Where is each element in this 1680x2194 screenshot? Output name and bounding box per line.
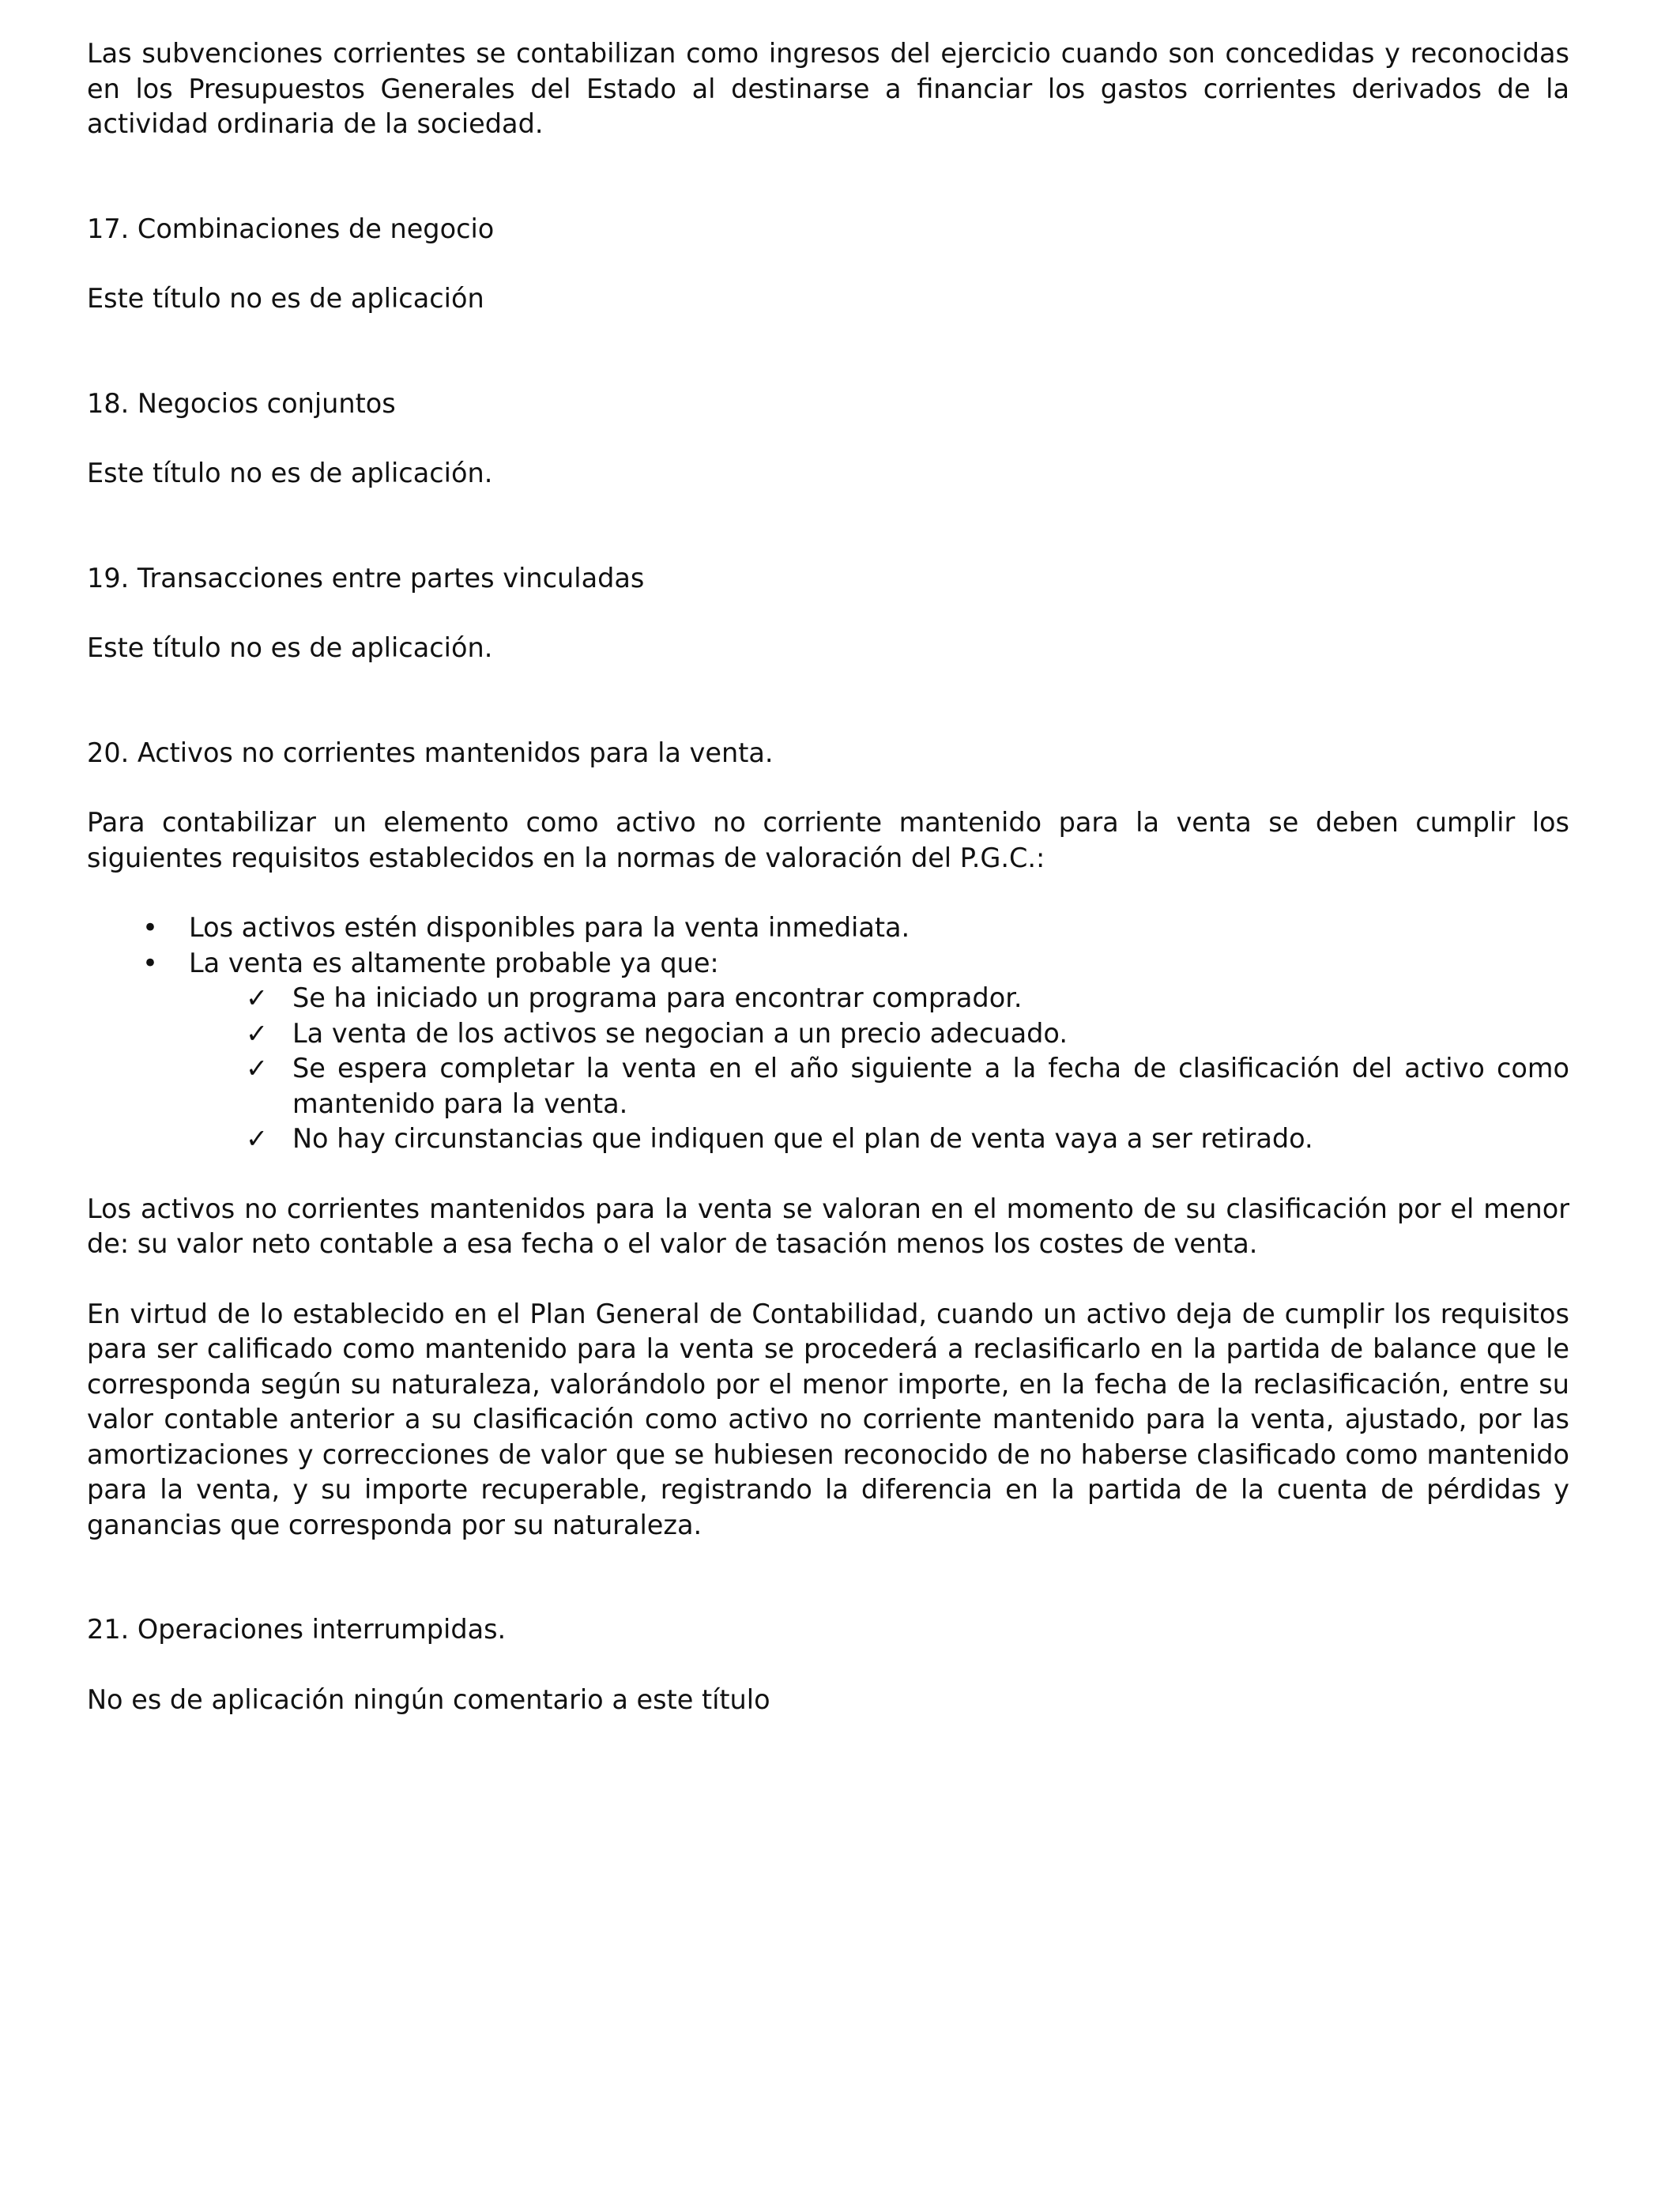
spacer: [87, 247, 1569, 281]
condition-text: Se espera completar la venta en el año siguiente a la fecha de clasificación del activo como mantenido para la venta.: [292, 1053, 1569, 1119]
spacer: [87, 876, 1569, 910]
section-18-heading: 18. Negocios conjuntos: [87, 387, 396, 419]
document-page: [87, 36, 1569, 1717]
intro-paragraph: Las subvenciones corrientes se contabilizan como ingresos del ejercicio cuando son concedidas y reconocidas en los Presupuestos Generales del Estado al destinarse a financiar los gastos corrientes derivados de la actividad ordinaria de la sociedad.: [87, 38, 1569, 139]
section-18-body: Este título no es de aplicación.: [87, 458, 493, 488]
condition-item: [87, 1016, 1569, 1052]
spacer: [87, 666, 1569, 736]
section-20-heading: 20. Activos no corrientes mantenidos para la venta.: [87, 737, 774, 768]
condition-item: [87, 1051, 1569, 1122]
checkmark-icon: ✓: [245, 1053, 269, 1084]
spacer: [87, 142, 1569, 212]
condition-item: [87, 981, 1569, 1016]
checkmark-icon: ✓: [245, 1017, 269, 1049]
requirement-item: [87, 946, 1569, 982]
checkmark-icon: ✓: [245, 982, 269, 1013]
condition-text: La venta de los activos se negocian a un precio adecuado.: [292, 1017, 1068, 1049]
condition-text: No hay circunstancias que indiquen que el plan de venta vaya a ser retirado.: [292, 1123, 1313, 1154]
section-20-intro: Para contabilizar un elemento como activo no corriente mantenido para la venta se deben cumplir los siguientes requisitos establecidos en la normas de valoración del P.G.C.:: [87, 807, 1569, 873]
section-21-heading: 21. Operaciones interrumpidas.: [87, 1614, 507, 1645]
bullet-icon: •: [142, 947, 158, 978]
condition-text: Se ha iniciado un programa para encontrar comprador.: [292, 982, 1023, 1013]
checkmark-icon: ✓: [245, 1123, 269, 1154]
section-17-body: Este título no es de aplicación: [87, 283, 484, 314]
section-20-paragraph-valuation: Los activos no corrientes mantenidos para la venta se valoran en el momento de su clasificación por el menor de: su valor neto contable a esa fecha o el valor de tasación menos los costes de venta.: [87, 1193, 1569, 1259]
bullet-icon: •: [142, 912, 158, 943]
spacer: [87, 1543, 1569, 1612]
spacer: [87, 421, 1569, 456]
spacer: [87, 1648, 1569, 1683]
spacer: [87, 1262, 1569, 1297]
requirement-text: Los activos estén disponibles para la venta inmediata.: [189, 912, 910, 943]
section-21-body: No es de aplicación ningún comentario a este título: [87, 1683, 770, 1715]
sale-conditions-list: [87, 981, 1569, 1157]
spacer: [87, 317, 1569, 386]
spacer: [87, 596, 1569, 631]
spacer: [87, 771, 1569, 805]
section-19-body: Este título no es de aplicación.: [87, 632, 493, 663]
requirement-text: La venta es altamente probable ya que:: [189, 947, 719, 978]
requirement-item: [87, 910, 1569, 946]
spacer: [87, 492, 1569, 561]
section-19-heading: 19. Transacciones entre partes vinculadas: [87, 562, 645, 594]
section-20-paragraph-reclassification: En virtud de lo establecido en el Plan General de Contabilidad, cuando un activo deja de cumplir los requisitos para ser calificado como mantenido para la venta se procederá a reclasificarlo en la partida de balance que le corresponda según su naturaleza, valorándolo por el menor importe, en la fecha de la reclasificación, entre su valor contable anterior a su clasificación como activo no corriente mantenido para la venta, ajustado, por las amortizaciones y correcciones de valor que se hubiesen reconocido de no haberse clasificado como mantenido para la venta, y su importe recuperable, registrando la diferencia en la partida de la cuenta de pérdidas y ganancias que corresponda por su naturaleza.: [87, 1298, 1569, 1540]
requirements-list: [87, 910, 1569, 981]
spacer: [87, 1157, 1569, 1192]
condition-item: [87, 1122, 1569, 1157]
section-17-heading: 17. Combinaciones de negocio: [87, 213, 495, 244]
